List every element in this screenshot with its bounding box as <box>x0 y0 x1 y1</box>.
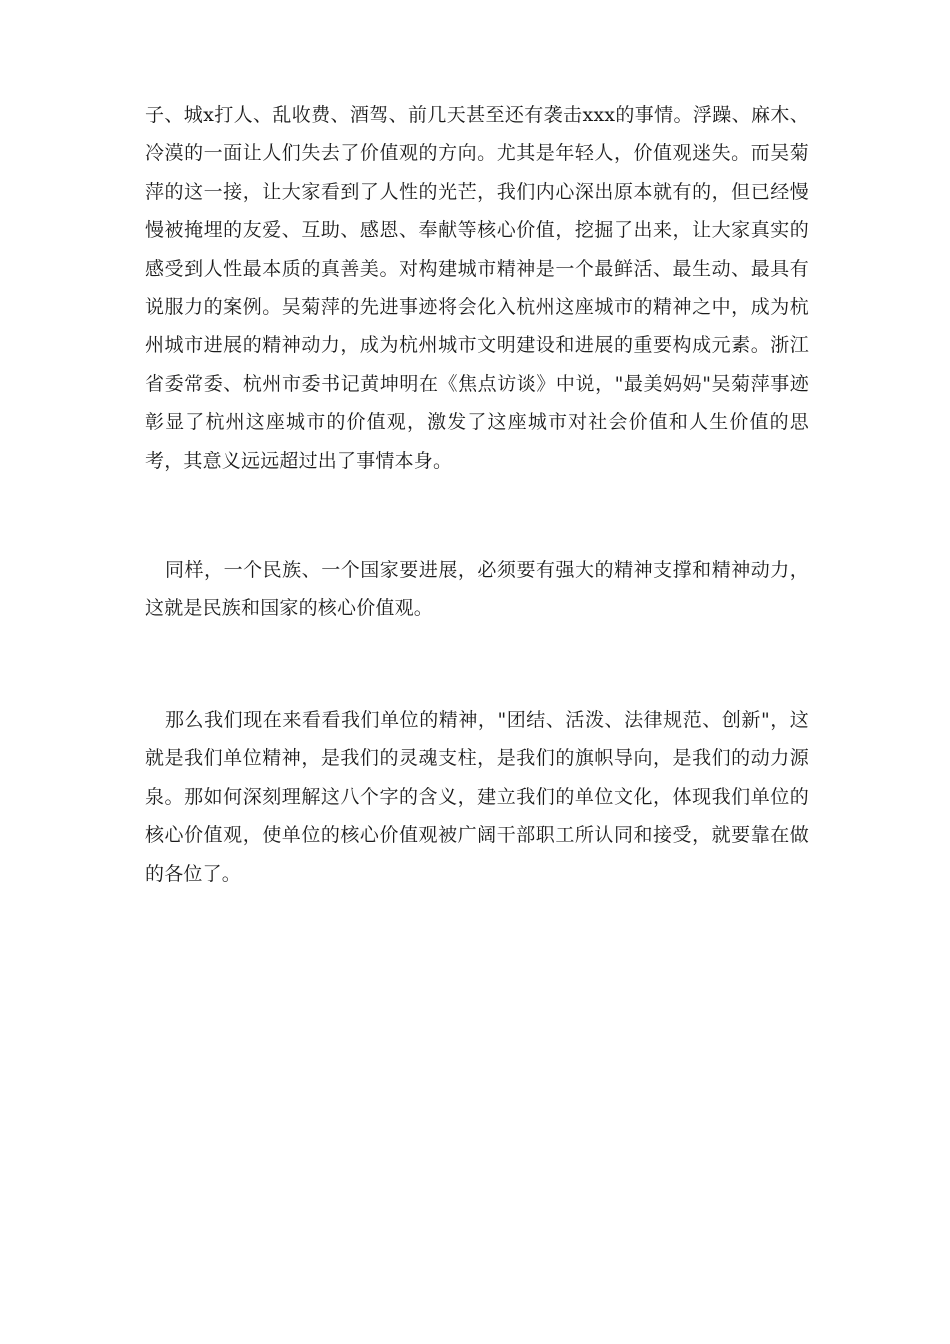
paragraph-national-values: 同样，一个民族、一个国家要进展，必须要有强大的精神支撑和精神动力，这就是民族和国家的核心价值观。 <box>145 559 809 620</box>
document-body <box>145 96 809 893</box>
paragraph-continued: 子、城x打人、乱收费、酒驾、前几天甚至还有袭击xxx的事情。浮躁、麻木、冷漠的一面让人们失去了价值观的方向。尤其是年轻人，价值观迷失。而吴菊萍的这一接，让大家看到了人性的光芒，我们内心深出原本就有的，但已经慢慢被掩埋的友爱、互助、感恩、奉献等核心价值，挖掘了出来，让大家真实的感受到人性最本质的真善美。对构建城市精神是一个最鲜活、最生动、最具有说服力的案例。吴菊萍的先进事迹将会化入杭州这座城市的精神之中，成为杭州城市进展的精神动力，成为杭州城市文明建设和进展的重要构成元素。浙江省委常委、杭州市委书记黄坤明在《焦点访谈》中说，"最美妈妈"吴菊萍事迹彰显了杭州这座城市的价值观，激发了这座城市对社会价值和人生价值的思考，其意义远远超过出了事情本身。 <box>145 104 809 472</box>
paragraph-unit-spirit: 那么我们现在来看看我们单位的精神，"团结、活泼、法律规范、创新"，这就是我们单位精神，是我们的灵魂支柱，是我们的旗帜导向，是我们的动力源泉。那如何深刻理解这八个字的含义，建立我们的单位文化，体现我们单位的核心价值观，使单位的核心价值观被广阔干部职工所认同和接受，就要靠在做的各位了。 <box>145 708 809 885</box>
